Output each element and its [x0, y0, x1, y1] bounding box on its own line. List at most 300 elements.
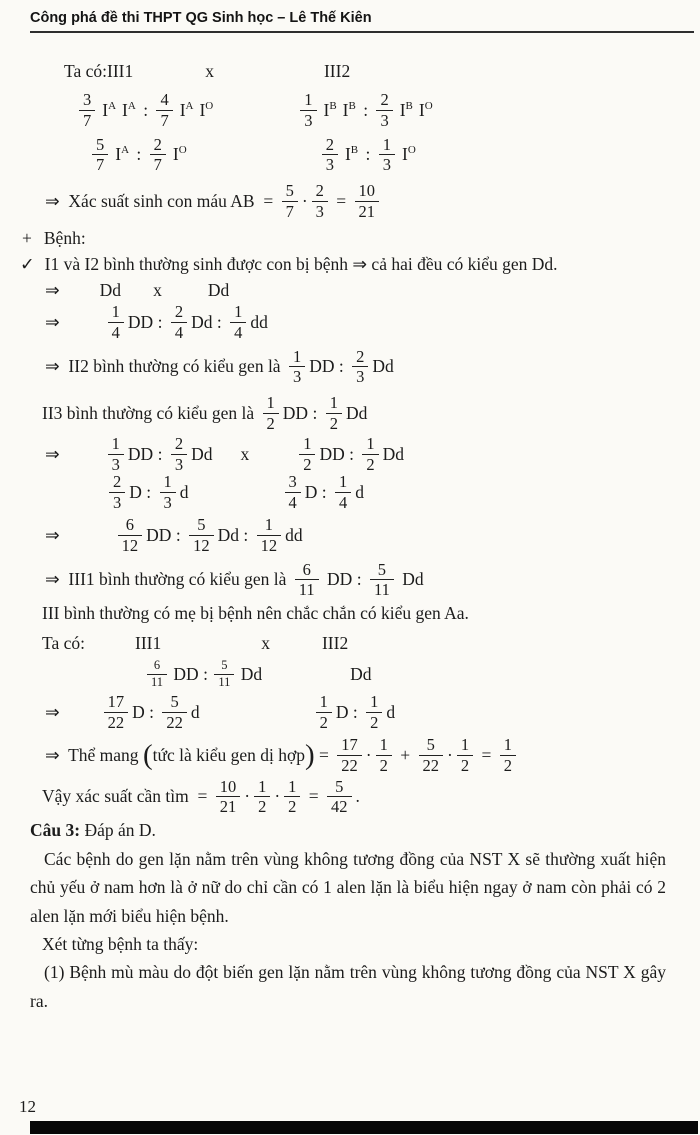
fraction — [230, 303, 246, 342]
fraction-denominator: 3 — [160, 492, 176, 512]
page-number: 12 — [19, 1097, 36, 1116]
text-run: III2 — [323, 60, 351, 81]
text-run: · — [301, 191, 308, 212]
text-run: d — [355, 482, 364, 503]
fraction-denominator: 2 — [316, 712, 332, 732]
spacer — [189, 492, 281, 493]
text-run: DD : — [127, 443, 167, 464]
fraction-numerator: 5 — [96, 134, 105, 154]
fraction — [419, 736, 444, 775]
fraction-denominator: 4 — [335, 492, 351, 512]
text-run: ⇒ II2 bình thường có kiểu gen là — [45, 356, 285, 377]
fraction-denominator: 2 — [362, 454, 378, 474]
text-run: ⇒ — [45, 311, 60, 332]
fraction-numerator: 1 — [111, 301, 120, 321]
fraction-numerator: 5 — [197, 515, 206, 534]
content-lines — [20, 59, 666, 1015]
text-run: = — [331, 191, 351, 212]
text-run: dd — [250, 311, 268, 332]
para-mu-mau — [30, 958, 666, 1015]
line-ii2-genotype — [45, 348, 666, 387]
text-run: Dd — [191, 443, 213, 464]
text-run: Các bệnh do gen lặn nằm trên vùng không tương đồng của NST X sẽ thường xuất hiện chủ yếu ở nam hơn là ở nữ do chỉ cần có 1 alen lặn là biểu hiện ngay ở nam còn phải có 2 alen lặn mới biểu hiện bệnh. — [30, 849, 666, 926]
text-run: x — [240, 443, 250, 464]
text-run: d — [386, 702, 396, 723]
fraction-denominator: 2 — [284, 796, 300, 816]
allele-symbol — [102, 100, 116, 121]
fraction-numerator: 2 — [174, 433, 184, 453]
fraction-numerator: 2 — [153, 134, 162, 154]
fraction-denominator: 3 — [376, 110, 392, 130]
text-run: ⇒ — [45, 443, 60, 464]
fraction — [300, 91, 316, 130]
text-run: DD : — [127, 311, 167, 332]
fraction-numerator: 10 — [358, 181, 376, 201]
allele-base: I — [401, 144, 408, 165]
fraction-denominator: 3 — [322, 154, 338, 174]
fraction-denominator: 11 — [214, 674, 234, 690]
allele-symbol — [345, 144, 358, 165]
allele-base: I — [418, 99, 425, 120]
bottom-scan-bar — [30, 1121, 698, 1134]
fraction-denominator: 2 — [366, 712, 382, 732]
line-iii-note — [42, 601, 666, 625]
text-run: DD : — [309, 356, 349, 377]
line-dd-cross — [45, 279, 666, 303]
fraction-denominator: 11 — [370, 579, 394, 599]
allele-base: I — [115, 144, 122, 165]
fraction-denominator: 3 — [108, 454, 124, 474]
fraction — [162, 693, 187, 732]
fraction-denominator: 3 — [352, 366, 368, 386]
fraction-denominator: 4 — [108, 322, 124, 342]
spacer — [60, 712, 100, 713]
line-ii3-genotype — [42, 394, 666, 433]
fraction-numerator: 1 — [460, 734, 470, 754]
text-run: x — [261, 632, 270, 653]
line-cau3 — [30, 818, 666, 842]
text-run: Dd : — [217, 524, 253, 545]
fraction-numerator: 1 — [288, 776, 297, 796]
line-blood-gametes — [88, 136, 666, 175]
line-carrier — [45, 736, 666, 775]
text-run: · — [447, 744, 453, 765]
text-run: III bình thường có mẹ bị bệnh nên chắc chắn có kiểu gen Aa. — [42, 602, 469, 623]
fraction-denominator: 2 — [263, 413, 279, 433]
spacer — [162, 290, 208, 291]
fraction-denominator: 22 — [162, 712, 187, 732]
text-run: D : — [335, 702, 363, 723]
allele-superscript: O — [205, 99, 214, 112]
text-run: dd — [285, 524, 303, 545]
spacer — [35, 264, 45, 265]
line-xet — [42, 932, 666, 956]
allele-symbol — [419, 100, 433, 121]
fraction-denominator: 4 — [171, 322, 187, 342]
text-run: : — [138, 99, 153, 120]
fraction-denominator: 21 — [216, 796, 241, 816]
fraction-numerator: 5 — [170, 692, 179, 712]
fraction-denominator: 7 — [282, 201, 298, 221]
fraction — [316, 693, 332, 732]
fraction-denominator: 22 — [419, 755, 444, 775]
fraction-numerator: 2 — [325, 134, 334, 154]
allele-superscript: A — [185, 99, 194, 112]
fraction-numerator: 3 — [288, 472, 297, 492]
fraction-numerator: 2 — [113, 472, 122, 492]
text-run: = — [304, 786, 324, 807]
text-run: III1 — [135, 632, 162, 653]
text-run: d — [179, 482, 189, 503]
spacer — [212, 454, 240, 455]
allele-base: I — [323, 99, 330, 120]
allele-superscript: A — [121, 144, 130, 157]
fraction — [457, 736, 473, 775]
text-run: DD : — [319, 443, 359, 464]
text-run: : — [358, 99, 373, 120]
fraction-denominator: 12 — [189, 535, 214, 555]
fraction-denominator: 7 — [79, 110, 95, 130]
fraction-denominator: 2 — [326, 413, 342, 433]
fraction — [326, 394, 342, 433]
fraction — [108, 435, 124, 474]
fraction-numerator: 17 — [341, 734, 358, 754]
fraction — [370, 561, 394, 600]
fraction-numerator: 1 — [339, 472, 348, 492]
text-run: = — [314, 744, 334, 765]
fraction-denominator: 2 — [457, 755, 473, 775]
text-run: · — [244, 786, 251, 807]
fraction-denominator: 12 — [257, 535, 282, 555]
fraction — [171, 303, 187, 342]
allele-base: I — [344, 144, 351, 165]
fraction-numerator: 1 — [503, 734, 512, 754]
text-run: x — [205, 60, 214, 81]
fraction-numerator: 1 — [382, 134, 391, 154]
allele-symbol — [199, 100, 213, 121]
fraction-numerator: 2 — [174, 301, 184, 321]
allele-base: I — [342, 99, 349, 120]
fraction-numerator: 5 — [426, 734, 435, 754]
fraction — [171, 435, 187, 474]
spacer — [60, 322, 104, 323]
spacer — [262, 674, 350, 675]
allele-superscript: B — [405, 99, 413, 112]
fraction-numerator: 1 — [234, 301, 243, 321]
text-run: Dd — [236, 663, 263, 684]
fraction-denominator: 2 — [299, 454, 315, 474]
line-dd-offspring — [45, 303, 666, 342]
line-blood-genotypes — [75, 91, 666, 130]
text-run: : — [132, 144, 146, 165]
text-run: Dd — [99, 280, 122, 301]
line-iii-gametes — [45, 693, 666, 732]
text-run: DD : — [282, 402, 322, 423]
text-run: D : — [132, 702, 159, 723]
fraction-denominator: 12 — [118, 535, 143, 555]
allele-superscript: B — [348, 99, 356, 112]
spacer — [121, 290, 153, 291]
fraction — [500, 736, 516, 775]
fraction — [79, 91, 95, 130]
spacer — [60, 290, 100, 291]
line-gametes — [105, 473, 666, 512]
fraction-denominator: 11 — [295, 579, 319, 599]
spacer — [200, 712, 312, 713]
spacer — [60, 454, 104, 455]
allele-symbol — [122, 100, 136, 121]
text-run: DD : — [169, 663, 213, 684]
line-iii-genotypes — [145, 659, 666, 689]
open-paren: ( — [142, 738, 153, 771]
fraction-denominator: 2 — [376, 755, 392, 775]
para-x-linked — [30, 845, 666, 930]
text-run: Dd — [350, 663, 372, 684]
fraction-numerator: 6 — [302, 559, 311, 579]
text-run: Bệnh: — [43, 228, 86, 249]
text-run: III2 — [321, 632, 349, 653]
fraction-denominator: 7 — [156, 110, 172, 130]
allele-base: I — [172, 144, 179, 165]
spacer — [214, 71, 324, 72]
fraction — [289, 348, 305, 387]
text-run: Dd — [372, 356, 394, 377]
fraction-numerator: 5 — [221, 658, 228, 673]
fraction-numerator: 2 — [380, 90, 389, 109]
fraction-numerator: 1 — [264, 515, 273, 534]
allele-superscript: B — [350, 144, 359, 157]
text-run: ⇒ — [45, 280, 60, 301]
fraction-denominator: 2 — [254, 796, 270, 816]
text-run: Vậy xác suất cần tìm = — [42, 786, 212, 807]
text-run: I1 và I2 bình thường sinh được con bị bệnh ⇒ cả hai đều có kiểu gen Dd. — [44, 254, 558, 275]
fraction-denominator: 42 — [327, 796, 352, 816]
fraction-numerator: 1 — [319, 692, 328, 712]
fraction — [108, 303, 124, 342]
allele-symbol — [400, 100, 413, 121]
text-run: ⇒ — [45, 702, 60, 723]
fraction-numerator: 1 — [366, 433, 375, 453]
fraction — [376, 736, 392, 775]
fraction-numerator: 1 — [292, 346, 302, 366]
fraction — [335, 473, 351, 512]
fraction — [189, 516, 214, 555]
line-cross-heading — [64, 59, 666, 83]
allele-symbol — [402, 144, 416, 165]
fraction-numerator: 1 — [266, 393, 275, 413]
text-run: Dd : — [191, 311, 227, 332]
fraction-denominator: 7 — [150, 154, 166, 174]
allele-base: I — [399, 99, 406, 120]
text-run: ⇒ — [45, 524, 60, 545]
fraction — [282, 182, 298, 221]
spacer — [32, 238, 44, 239]
text-run: x — [153, 280, 162, 301]
text-run: (1) Bệnh mù màu do đột biến gen lặn nằm trên vùng không tương đồng của NST X gây ra. — [30, 962, 666, 1011]
allele-superscript: O — [424, 99, 433, 112]
book-title: Công phá đề thi THPT QG Sinh học – Lê Thế Kiên — [30, 10, 372, 26]
fraction-numerator: 4 — [160, 90, 169, 109]
line-disease-heading — [22, 227, 666, 251]
fraction — [379, 136, 395, 175]
allele-symbol — [173, 144, 187, 165]
fraction-numerator: 2 — [356, 346, 365, 366]
text-run: Đáp án D. — [80, 819, 156, 840]
allele-superscript: O — [407, 144, 416, 157]
text-run: DD : — [322, 569, 366, 590]
text-run: = — [477, 744, 496, 765]
fraction-denominator: 3 — [171, 454, 187, 474]
text-run: + — [395, 744, 415, 765]
fraction-numerator: 2 — [315, 181, 324, 201]
text-run: : — [361, 144, 375, 165]
text-run: Xét từng bệnh ta thấy: — [42, 933, 199, 954]
fraction-numerator: 5 — [335, 776, 344, 796]
fraction-denominator: 3 — [312, 201, 328, 221]
line-final-probability — [42, 778, 666, 817]
fraction — [295, 561, 319, 600]
fraction-numerator: 1 — [258, 776, 267, 796]
fraction — [312, 182, 328, 221]
allele-base: I — [122, 99, 128, 120]
line-iii1-genotype — [45, 561, 666, 600]
page-header — [30, 10, 694, 33]
fraction-denominator: 22 — [104, 712, 129, 732]
line-offspring-ratio — [45, 516, 666, 555]
spacer — [190, 154, 318, 155]
text-run: Dd — [397, 569, 424, 590]
fraction-denominator: 3 — [300, 110, 316, 130]
text-run: Dd — [345, 402, 368, 423]
fraction-numerator: 1 — [304, 90, 313, 109]
text-run: II3 bình thường có kiểu gen là — [42, 402, 259, 423]
fraction-numerator: 1 — [163, 472, 172, 492]
allele-symbol — [324, 100, 337, 121]
fraction-numerator: 5 — [285, 181, 294, 201]
text-run: · — [274, 786, 281, 807]
fraction-numerator: 1 — [303, 433, 312, 453]
text-run: . — [355, 786, 360, 807]
fraction — [355, 182, 380, 221]
fraction-denominator: 7 — [92, 154, 108, 174]
fraction-denominator: 3 — [289, 366, 305, 386]
plus-marker: + — [22, 228, 32, 249]
fraction — [214, 659, 234, 689]
text-run: ⇒ Xác suất sinh con máu AB = — [45, 191, 278, 212]
fraction — [362, 435, 378, 474]
fraction-denominator: 11 — [147, 674, 167, 690]
fraction-numerator: 6 — [153, 658, 161, 673]
text-run: Dd — [382, 443, 404, 464]
fraction-numerator: 1 — [111, 433, 120, 453]
fraction — [322, 136, 338, 175]
fraction — [299, 435, 315, 474]
spacer — [60, 535, 114, 536]
fraction-numerator: 17 — [107, 692, 125, 712]
text-run: ⇒ III1 bình thường có kiểu gen là — [45, 569, 291, 590]
fraction — [147, 659, 167, 689]
text-run: DD : — [146, 524, 186, 545]
text-run: · — [365, 744, 372, 765]
fraction-denominator: 22 — [337, 755, 362, 775]
fraction — [150, 136, 166, 175]
text-run: Ta có:III1 — [64, 60, 134, 81]
fraction — [109, 473, 125, 512]
spacer — [270, 643, 322, 644]
fraction-denominator: 21 — [355, 201, 380, 221]
spacer — [85, 643, 135, 644]
fraction-numerator: 6 — [125, 515, 135, 534]
allele-symbol — [180, 100, 194, 121]
fraction-numerator: 10 — [219, 776, 237, 796]
fraction-denominator: 2 — [500, 755, 516, 775]
fraction — [216, 778, 241, 817]
spacer — [216, 110, 296, 111]
fraction — [327, 778, 352, 817]
fraction — [337, 736, 362, 775]
allele-symbol — [115, 144, 129, 165]
allele-superscript: A — [127, 99, 136, 112]
fraction — [104, 693, 129, 732]
allele-base: I — [199, 99, 206, 120]
check-icon: ✓ — [20, 254, 35, 275]
fraction — [254, 778, 270, 817]
fraction — [376, 91, 392, 130]
line-check-statement — [20, 253, 666, 277]
allele-superscript: B — [329, 99, 337, 112]
fraction — [263, 394, 279, 433]
fraction — [285, 473, 301, 512]
spacer — [249, 454, 295, 455]
fraction-numerator: 3 — [83, 90, 92, 109]
text-run: ⇒ Thể mang — [45, 744, 143, 765]
text-run: D : — [129, 482, 156, 503]
fraction — [160, 473, 176, 512]
allele-superscript: A — [108, 99, 117, 112]
allele-symbol — [343, 100, 356, 121]
fraction — [366, 693, 382, 732]
text-run: D : — [304, 482, 331, 503]
fraction — [284, 778, 300, 817]
fraction — [352, 348, 368, 387]
allele-base: I — [179, 99, 186, 120]
spacer — [161, 643, 261, 644]
fraction — [156, 91, 172, 130]
allele-superscript: O — [178, 144, 187, 157]
fraction-numerator: 1 — [370, 692, 379, 712]
fraction — [92, 136, 108, 175]
fraction — [118, 516, 143, 555]
line-taco-2 — [42, 631, 666, 655]
fraction-numerator: 1 — [379, 734, 388, 754]
text-run: Dd — [207, 280, 230, 301]
fraction-numerator: 1 — [329, 393, 338, 413]
fraction — [257, 516, 282, 555]
fraction-denominator: 3 — [379, 154, 395, 174]
text-run: tức là kiểu gen dị hợp — [152, 744, 305, 765]
line-ab-probability — [45, 182, 666, 221]
text-run: d — [190, 702, 200, 723]
line-parent-cross — [45, 435, 666, 474]
fraction-denominator: 3 — [109, 492, 125, 512]
close-paren: ) — [305, 738, 315, 771]
spacer — [133, 71, 205, 72]
fraction-numerator: 5 — [377, 559, 386, 579]
fraction-denominator: 4 — [230, 322, 246, 342]
allele-base: I — [102, 99, 109, 120]
question-label: Câu 3: — [30, 819, 81, 840]
fraction-denominator: 4 — [285, 492, 301, 512]
